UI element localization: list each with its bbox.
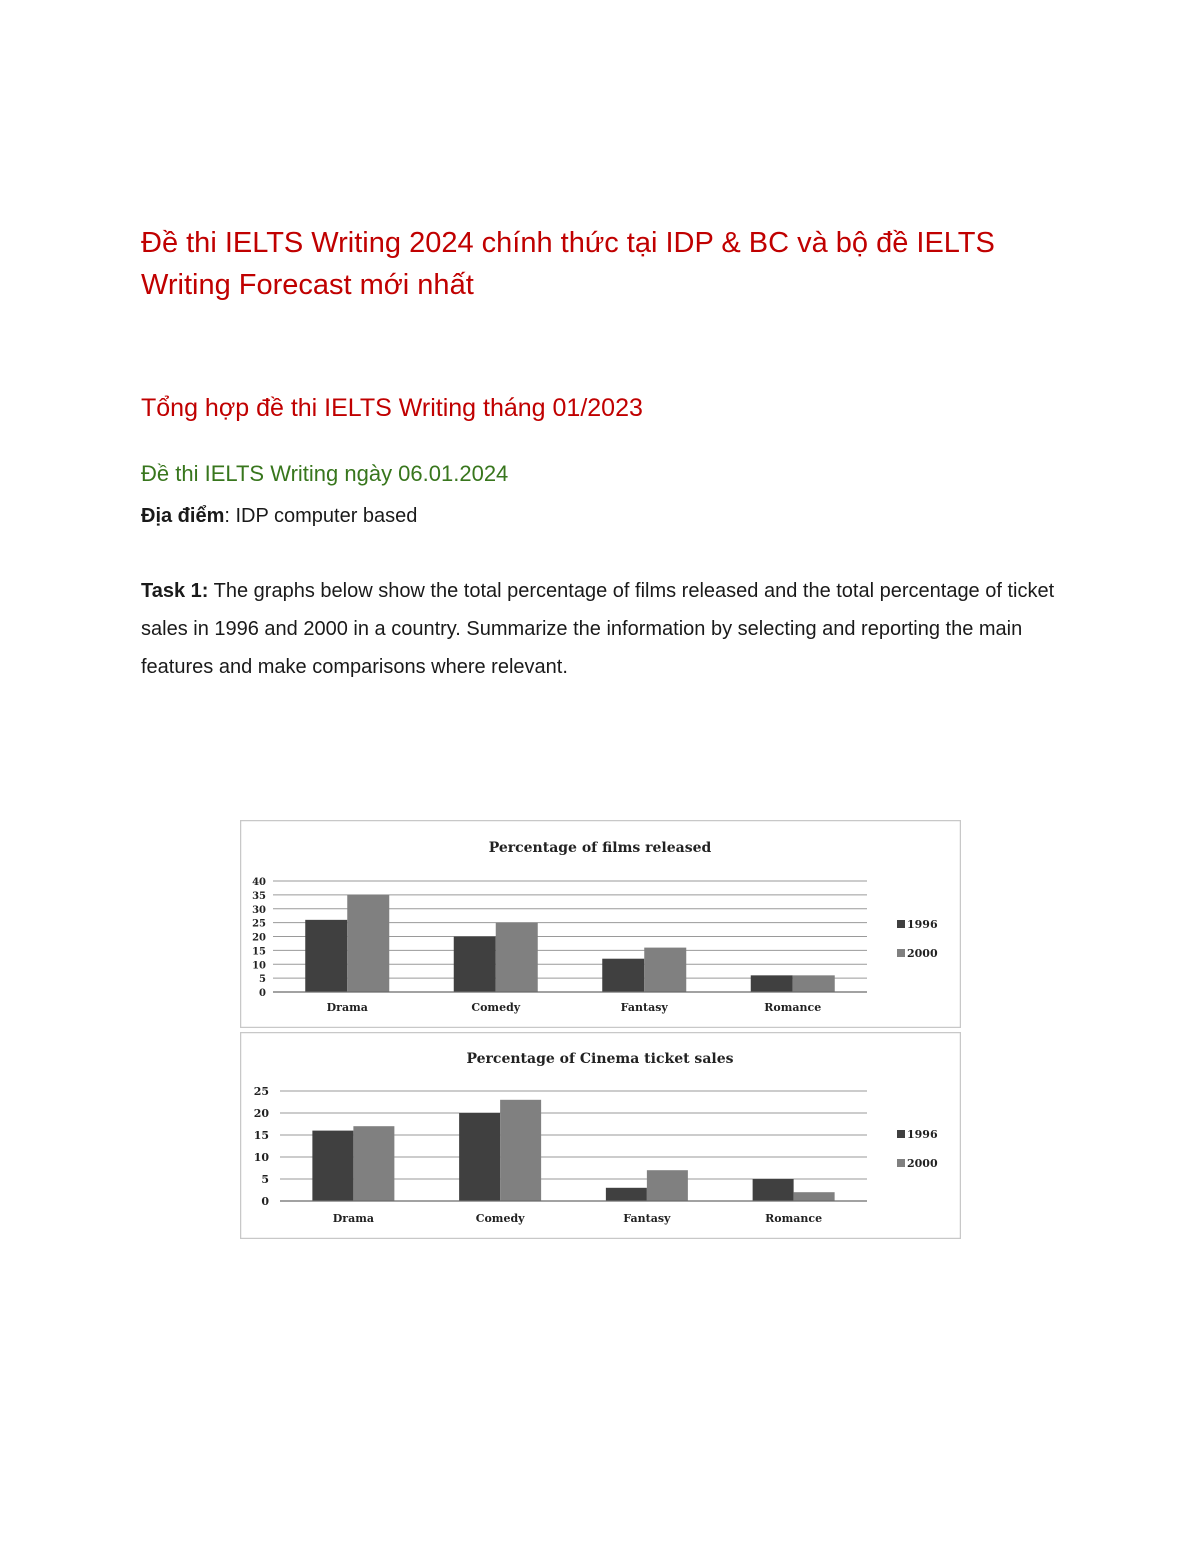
y-tick-label: 15: [252, 946, 266, 958]
ticket-sales-chart: [240, 1032, 961, 1239]
y-tick-label: 15: [253, 1129, 269, 1142]
section-heading: Tổng hợp đề thi IELTS Writing tháng 01/2023: [141, 394, 643, 422]
y-tick-label: 35: [252, 890, 266, 902]
y-tick-label: 25: [252, 918, 266, 930]
legend-label: 1996: [907, 918, 938, 931]
legend-swatch-2000: [897, 1159, 905, 1167]
bar-romance-1996: [753, 1179, 794, 1201]
category-label: Fantasy: [620, 1001, 668, 1014]
task-text: The graphs below show the total percentage of films released and the total percentage of ticket sales in 1996 and 2000 in a country. Summarize the information by selecting and reporting the main features and make comparisons where relevant.: [141, 580, 1055, 678]
location-label: Địa điểm: [141, 505, 225, 527]
category-label: Fantasy: [623, 1212, 671, 1225]
films-released-chart: [240, 820, 961, 1028]
category-label: Romance: [764, 1001, 822, 1014]
bar-romance-2000: [794, 1192, 835, 1201]
task-label: Task 1:: [141, 580, 209, 602]
bar-comedy-1996: [459, 1113, 500, 1201]
legend-label: 2000: [907, 947, 938, 960]
films-released-chart-svg: [240, 820, 961, 1028]
bar-fantasy-2000: [644, 948, 686, 992]
bar-drama-2000: [347, 895, 389, 992]
legend-swatch-2000: [897, 949, 905, 957]
location-line: [141, 502, 1081, 530]
legend-swatch-1996: [897, 920, 905, 928]
bar-fantasy-1996: [606, 1188, 647, 1201]
bar-romance-2000: [793, 975, 835, 992]
y-tick-label: 30: [252, 904, 266, 916]
category-label: Drama: [326, 1001, 368, 1014]
y-tick-label: 0: [261, 1195, 269, 1208]
bar-comedy-2000: [500, 1100, 541, 1201]
bar-drama-1996: [312, 1131, 353, 1201]
bar-comedy-1996: [454, 937, 496, 993]
y-tick-label: 10: [253, 1151, 269, 1164]
chart-title: Percentage of Cinema ticket sales: [466, 1051, 734, 1067]
page-title: Đề thi IELTS Writing 2024 chính thức tại IDP & BC và bộ đề IELTS Writing Forecast mới nhất: [141, 227, 995, 301]
legend-swatch-1996: [897, 1130, 905, 1138]
chart-title: Percentage of films released: [488, 840, 712, 856]
bar-drama-2000: [353, 1126, 394, 1201]
y-tick-label: 20: [252, 932, 266, 944]
y-tick-label: 5: [261, 1173, 269, 1186]
y-tick-label: 20: [253, 1107, 269, 1120]
y-tick-label: 10: [252, 960, 266, 972]
subsection-heading: Đề thi IELTS Writing ngày 06.01.2024: [141, 461, 509, 486]
legend-label: 1996: [907, 1128, 938, 1141]
category-label: Comedy: [471, 1001, 521, 1014]
ticket-sales-chart-svg: [240, 1032, 961, 1239]
y-tick-label: 25: [253, 1085, 269, 1098]
category-label: Drama: [332, 1212, 374, 1225]
task-prompt: [141, 572, 1076, 686]
y-tick-label: 0: [259, 988, 266, 999]
bar-drama-1996: [305, 920, 347, 992]
category-label: Romance: [765, 1212, 823, 1225]
category-label: Comedy: [475, 1212, 525, 1225]
bar-fantasy-2000: [647, 1170, 688, 1201]
y-tick-label: 40: [252, 877, 266, 888]
legend-label: 2000: [907, 1157, 938, 1170]
bar-romance-1996: [751, 975, 793, 992]
location-value: : IDP computer based: [224, 505, 418, 527]
bar-fantasy-1996: [602, 959, 644, 992]
bar-comedy-2000: [496, 923, 538, 992]
y-tick-label: 5: [259, 974, 266, 986]
